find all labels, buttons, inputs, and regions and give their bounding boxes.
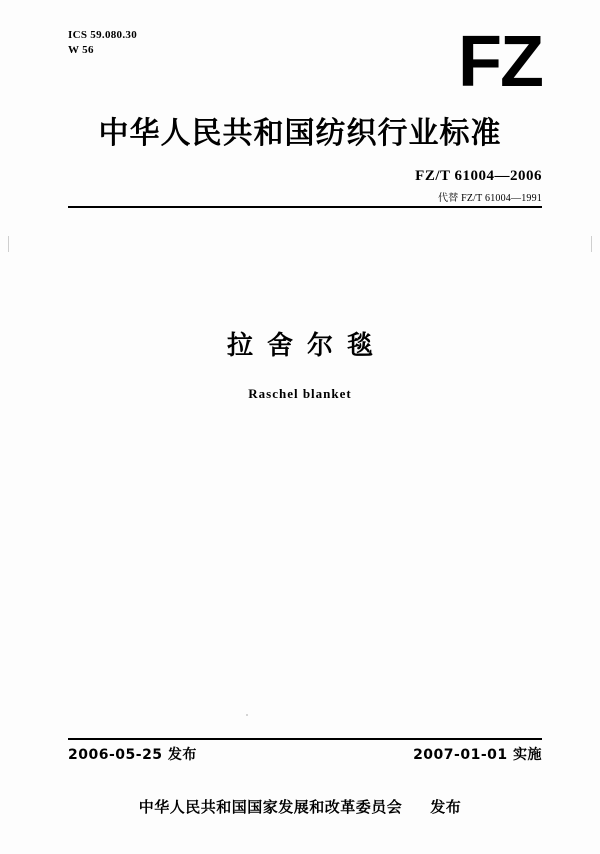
ics-classification-block <box>68 28 137 58</box>
issuer-action: 发布 <box>430 798 462 816</box>
issue-date: 2006-05-25 发布 <box>68 747 197 763</box>
standard-series-title: 中华人民共和国纺织行业标准 <box>98 116 502 151</box>
binding-mark-right <box>591 236 592 252</box>
center-mark <box>246 714 248 716</box>
dates-row <box>68 744 542 764</box>
divider-bottom <box>68 738 542 740</box>
binding-mark-left <box>8 236 9 252</box>
standard-number: FZ/T 61004—2006 <box>415 168 542 184</box>
implementation-date: 2007-01-01 实施 <box>413 747 542 763</box>
document-title: 拉舍尔毯 <box>226 331 387 361</box>
issuer-name: 中华人民共和国国家发展和改革委员会 <box>138 798 403 816</box>
issuer-row <box>0 796 600 817</box>
ics-code: ICS 59.080.30 <box>68 29 137 41</box>
standard-number-block <box>415 168 542 204</box>
divider-top <box>68 206 542 208</box>
fz-logo: FZ <box>458 22 542 102</box>
standard-replaces: 代替 FZ/T 61004—1991 <box>438 193 542 204</box>
ccs-code: W 56 <box>68 44 94 56</box>
document-title-english: Raschel blanket <box>248 386 352 401</box>
